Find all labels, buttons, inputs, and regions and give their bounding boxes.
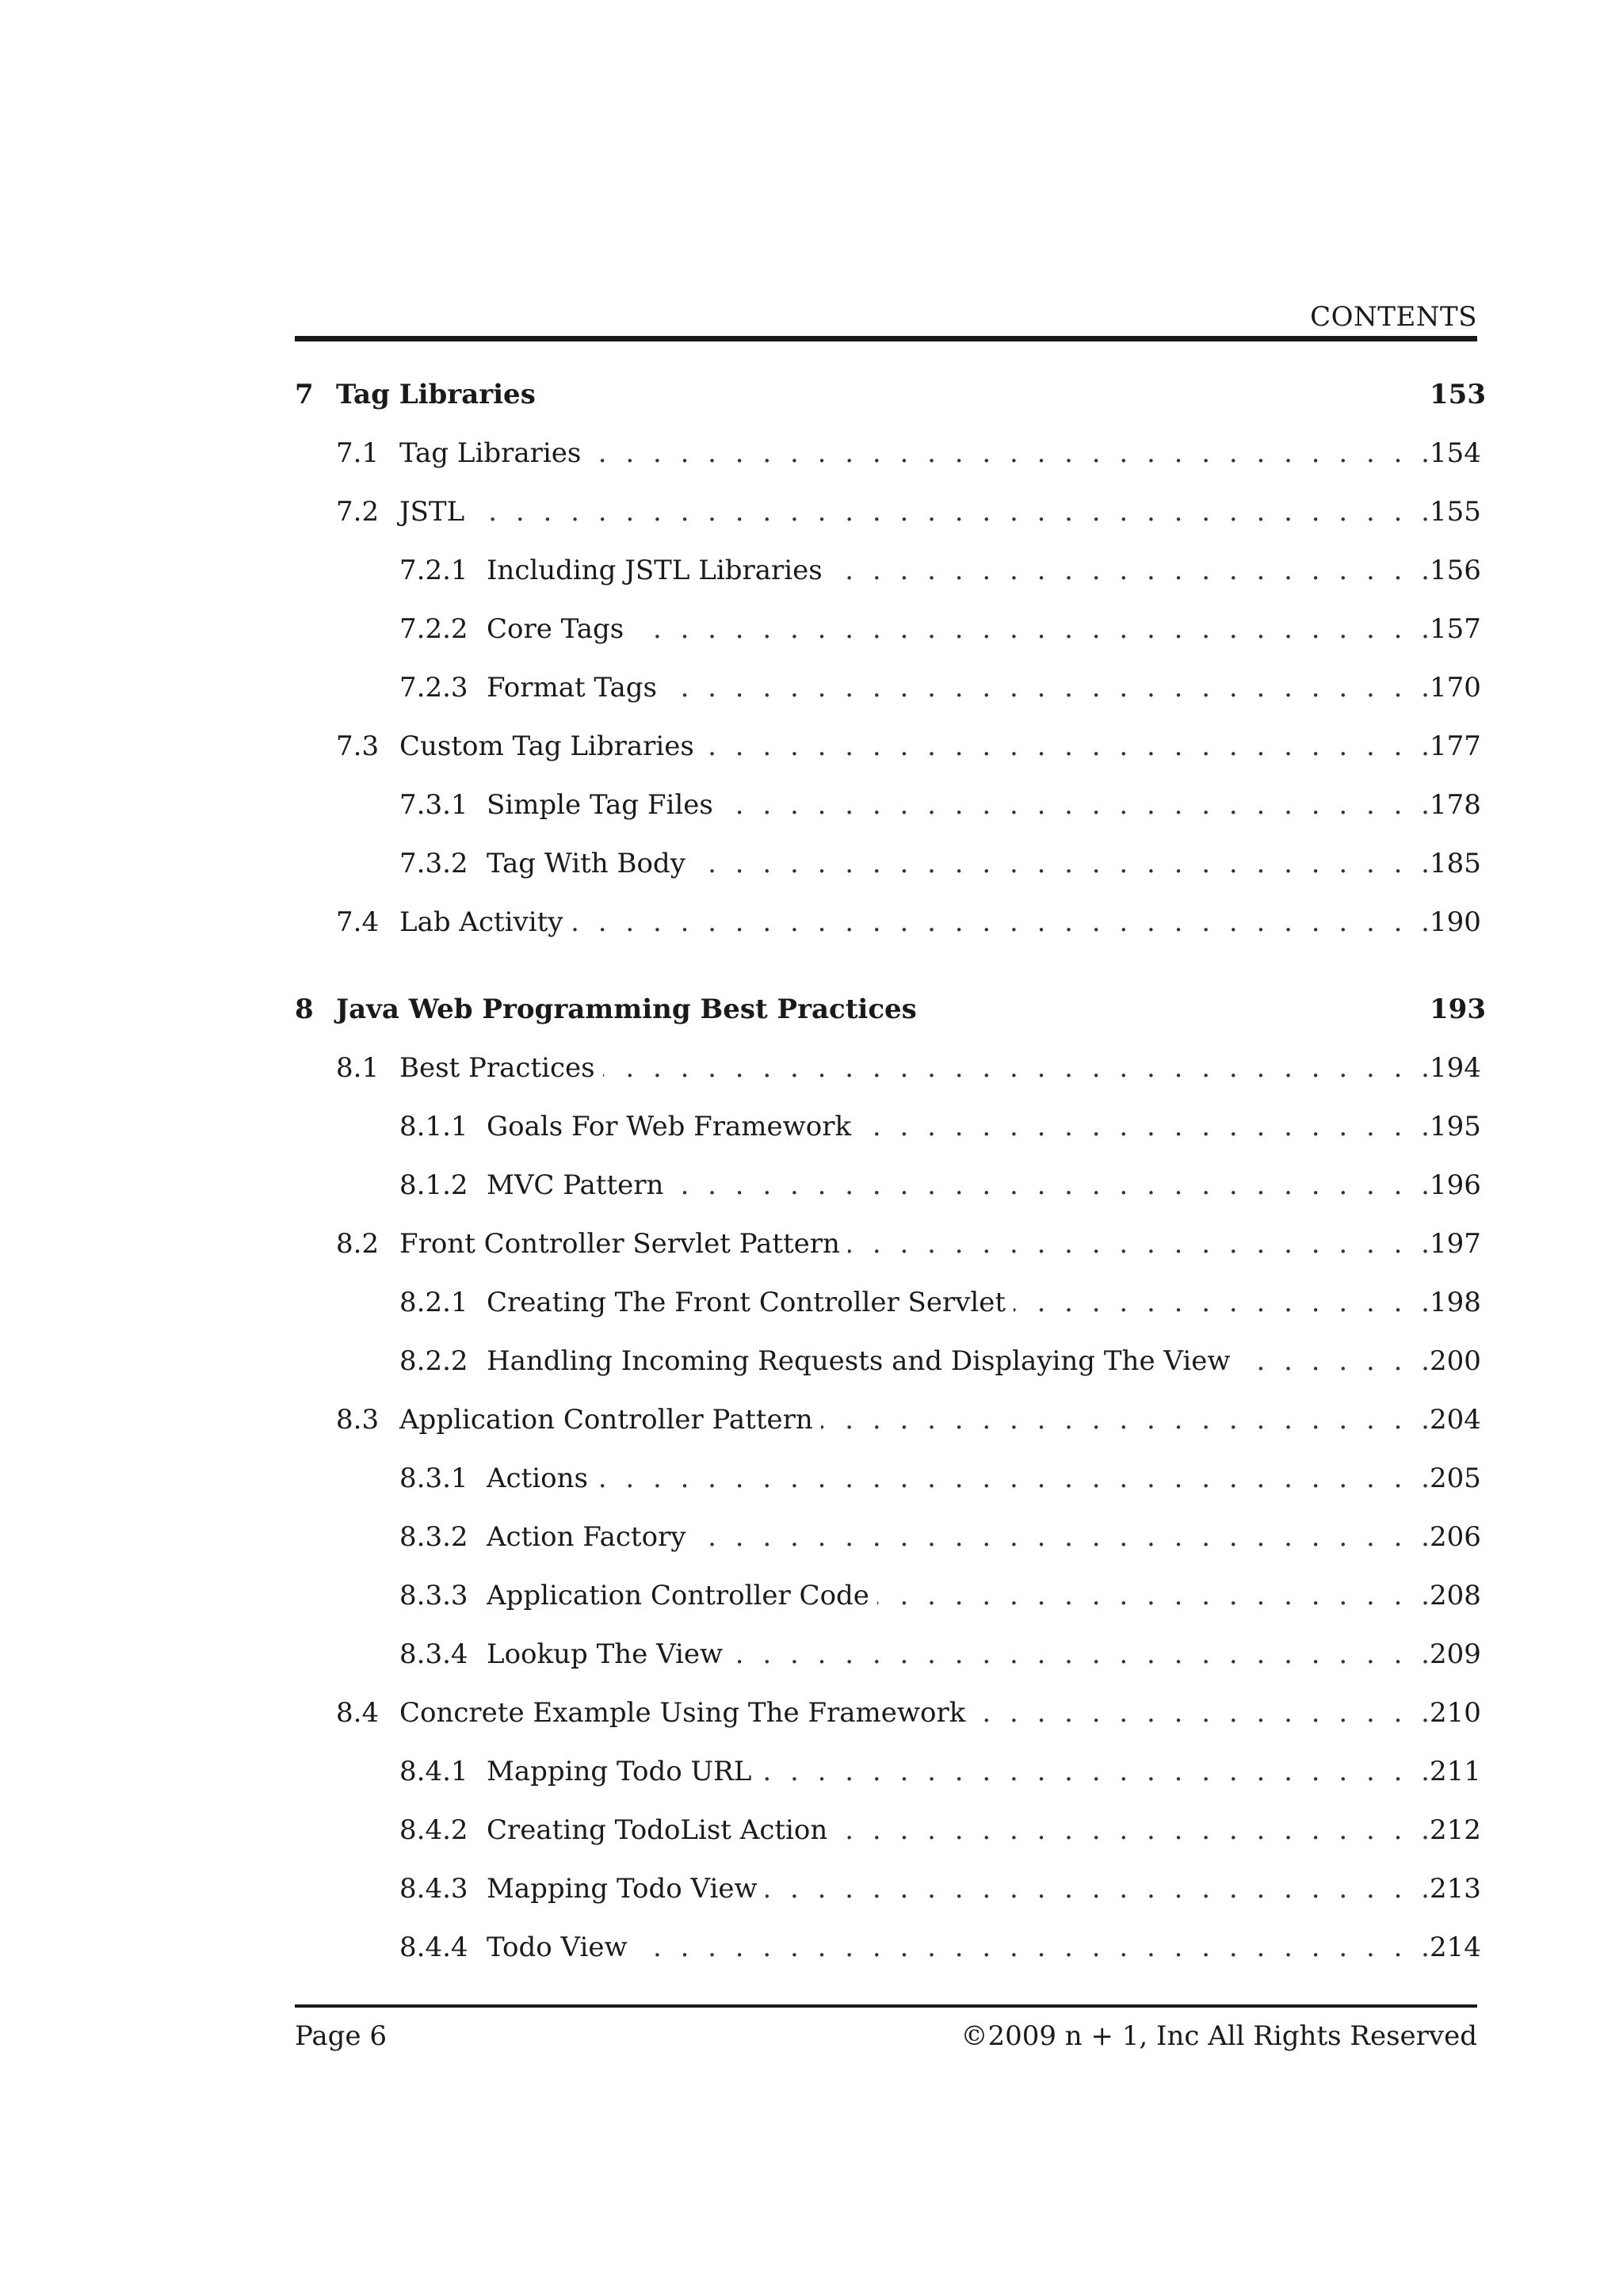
toc-dot-leader — [1014, 1273, 1430, 1332]
toc-subsection[interactable] — [295, 1742, 1481, 1801]
toc-section[interactable] — [295, 717, 1481, 776]
toc-number: 7.1 — [336, 437, 380, 469]
toc-number: 7.2.2 — [399, 613, 468, 645]
running-head: CONTENTS — [1310, 301, 1477, 333]
toc-subsection[interactable] — [295, 541, 1481, 600]
toc-page: 170 — [1430, 672, 1481, 704]
toc-dot-leader — [1238, 1332, 1430, 1390]
toc-subsection[interactable] — [295, 1273, 1481, 1332]
header-rule — [295, 336, 1477, 341]
toc-number: 8.1.1 — [399, 1111, 468, 1142]
toc-subsection[interactable] — [295, 1508, 1481, 1566]
toc-title: Mapping Todo URL — [487, 1756, 752, 1787]
toc-number: 8.4.2 — [399, 1814, 468, 1846]
toc-number: 7.2.3 — [399, 672, 468, 704]
toc-subsection[interactable] — [295, 600, 1481, 658]
toc-page: 211 — [1430, 1756, 1481, 1787]
toc-page: 205 — [1430, 1463, 1481, 1494]
toc-subsection[interactable] — [295, 1332, 1481, 1390]
toc-number: 8.3.1 — [399, 1463, 468, 1494]
toc-dot-leader — [766, 1859, 1430, 1918]
toc-title: Action Factory — [487, 1521, 686, 1553]
toc-section[interactable] — [295, 893, 1481, 952]
toc-dot-leader — [694, 1508, 1430, 1566]
toc-section[interactable] — [295, 424, 1481, 482]
toc-dot-leader — [693, 834, 1430, 893]
toc-title: Custom Tag Libraries — [399, 730, 694, 762]
toc-number: 8.2 — [336, 1228, 380, 1260]
toc-dot-leader — [759, 1742, 1430, 1801]
toc-title: Application Controller Code — [487, 1580, 869, 1611]
toc-dot-leader — [589, 424, 1430, 482]
toc-number: 8.2.2 — [399, 1345, 468, 1377]
toc-dot-leader — [596, 1449, 1430, 1508]
toc-number: 8.3.3 — [399, 1580, 468, 1611]
toc-section[interactable] — [295, 1684, 1481, 1742]
toc-dot-leader — [848, 1215, 1430, 1273]
toc-subsection[interactable] — [295, 1566, 1481, 1625]
toc-title: JSTL — [399, 496, 465, 528]
toc-number: 7.3 — [336, 730, 380, 762]
toc-title: Core Tags — [487, 613, 624, 645]
toc-page: 197 — [1430, 1228, 1481, 1260]
toc-page: 155 — [1430, 496, 1481, 528]
toc-title: Tag Libraries — [399, 437, 582, 469]
toc-page: 209 — [1430, 1638, 1481, 1670]
footer-copyright: ©2009 n + 1, Inc All Rights Reserved — [960, 2020, 1477, 2052]
footer-page-label: Page 6 — [295, 2020, 387, 2052]
toc-number: 8.4.1 — [399, 1756, 468, 1787]
toc-page: 213 — [1430, 1873, 1481, 1905]
toc-section[interactable] — [295, 1390, 1481, 1449]
toc-subsection[interactable] — [295, 658, 1481, 717]
toc-page: 185 — [1430, 848, 1481, 879]
toc-title: Format Tags — [487, 672, 657, 704]
toc-dot-leader — [721, 776, 1430, 834]
document-page — [295, 301, 1486, 1977]
toc-number: 8.2.1 — [399, 1287, 468, 1318]
toc-number: 7 — [295, 379, 314, 410]
page-footer — [295, 2019, 1477, 2054]
toc-title: Including JSTL Libraries — [487, 555, 823, 586]
toc-subsection[interactable] — [295, 1625, 1481, 1684]
toc-page: 195 — [1430, 1111, 1481, 1142]
toc-section[interactable] — [295, 1039, 1481, 1097]
toc-dot-leader — [665, 658, 1430, 717]
toc-number: 7.2.1 — [399, 555, 468, 586]
toc-dot-leader — [671, 1156, 1430, 1215]
toc-section[interactable] — [295, 482, 1481, 541]
toc-dot-leader — [877, 1566, 1430, 1625]
toc-number: 7.2 — [336, 496, 380, 528]
toc-title: Lab Activity — [399, 906, 563, 938]
toc-title: Todo View — [487, 1932, 628, 1963]
toc-number: 8.1.2 — [399, 1169, 468, 1201]
toc-section[interactable] — [295, 1215, 1481, 1273]
toc-title: Application Controller Pattern — [399, 1404, 813, 1436]
toc-title: Simple Tag Files — [487, 789, 713, 821]
toc-number: 8.4.4 — [399, 1932, 468, 1963]
toc-title: Goals For Web Framework — [487, 1111, 852, 1142]
toc-title: Actions — [487, 1463, 588, 1494]
toc-page: 212 — [1430, 1814, 1481, 1846]
toc-page: 214 — [1430, 1932, 1481, 1963]
toc-dot-leader — [973, 1684, 1430, 1742]
toc-page: 196 — [1430, 1169, 1481, 1201]
table-of-contents — [295, 365, 1486, 1977]
toc-dot-leader — [831, 541, 1430, 600]
toc-number: 8.3.4 — [399, 1638, 468, 1670]
toc-page: 208 — [1430, 1580, 1481, 1611]
toc-dot-leader — [702, 717, 1430, 776]
toc-subsection[interactable] — [295, 776, 1481, 834]
toc-title: MVC Pattern — [487, 1169, 664, 1201]
toc-subsection[interactable] — [295, 1097, 1481, 1156]
toc-title: Concrete Example Using The Framework — [399, 1697, 966, 1729]
toc-subsection[interactable] — [295, 834, 1481, 893]
toc-dot-leader — [632, 600, 1430, 658]
toc-page: 178 — [1430, 789, 1481, 821]
toc-number: 8 — [295, 994, 314, 1025]
toc-dot-leader — [835, 1801, 1430, 1859]
toc-dot-leader — [731, 1625, 1430, 1684]
toc-dot-leader — [859, 1097, 1430, 1156]
toc-subsection[interactable] — [295, 1156, 1481, 1215]
toc-chapter[interactable] — [295, 980, 1486, 1039]
toc-title: Handling Incoming Requests and Displaying The View — [487, 1345, 1231, 1377]
toc-title: Creating TodoList Action — [487, 1814, 828, 1846]
toc-subsection[interactable] — [295, 1918, 1481, 1977]
toc-page: 210 — [1430, 1697, 1481, 1729]
toc-subsection[interactable] — [295, 1859, 1481, 1918]
toc-dot-leader — [636, 1918, 1430, 1977]
toc-number: 8.4.3 — [399, 1873, 468, 1905]
toc-dot-leader — [571, 893, 1430, 952]
toc-title: Best Practices — [399, 1052, 595, 1084]
toc-title: Creating The Front Controller Servlet — [487, 1287, 1006, 1318]
toc-title: Lookup The View — [487, 1638, 724, 1670]
toc-page: 194 — [1430, 1052, 1481, 1084]
toc-title: Java Web Programming Best Practices — [336, 994, 917, 1025]
toc-number: 7.3.1 — [399, 789, 468, 821]
toc-title: Tag Libraries — [336, 379, 536, 410]
toc-page: 154 — [1430, 437, 1481, 469]
toc-title: Tag With Body — [487, 848, 685, 879]
toc-number: 8.4 — [336, 1697, 380, 1729]
toc-chapter[interactable] — [295, 365, 1486, 424]
toc-dot-leader — [821, 1390, 1430, 1449]
toc-page: 190 — [1430, 906, 1481, 938]
toc-page: 193 — [1430, 994, 1486, 1025]
toc-page: 156 — [1430, 555, 1481, 586]
footer-rule — [295, 2004, 1477, 2008]
toc-page: 206 — [1430, 1521, 1481, 1553]
toc-dot-leader — [603, 1039, 1430, 1097]
toc-subsection[interactable] — [295, 1449, 1481, 1508]
toc-page: 153 — [1430, 379, 1486, 410]
toc-dot-leader — [472, 482, 1430, 541]
toc-page: 157 — [1430, 613, 1481, 645]
toc-number: 7.4 — [336, 906, 380, 938]
toc-subsection[interactable] — [295, 1801, 1481, 1859]
toc-page: 177 — [1430, 730, 1481, 762]
toc-number: 7.3.2 — [399, 848, 468, 879]
toc-page: 204 — [1430, 1404, 1481, 1436]
toc-title: Mapping Todo View — [487, 1873, 758, 1905]
toc-number: 8.3 — [336, 1404, 380, 1436]
toc-page: 200 — [1430, 1345, 1481, 1377]
toc-page: 198 — [1430, 1287, 1481, 1318]
toc-number: 8.1 — [336, 1052, 380, 1084]
toc-title: Front Controller Servlet Pattern — [399, 1228, 840, 1260]
toc-number: 8.3.2 — [399, 1521, 468, 1553]
